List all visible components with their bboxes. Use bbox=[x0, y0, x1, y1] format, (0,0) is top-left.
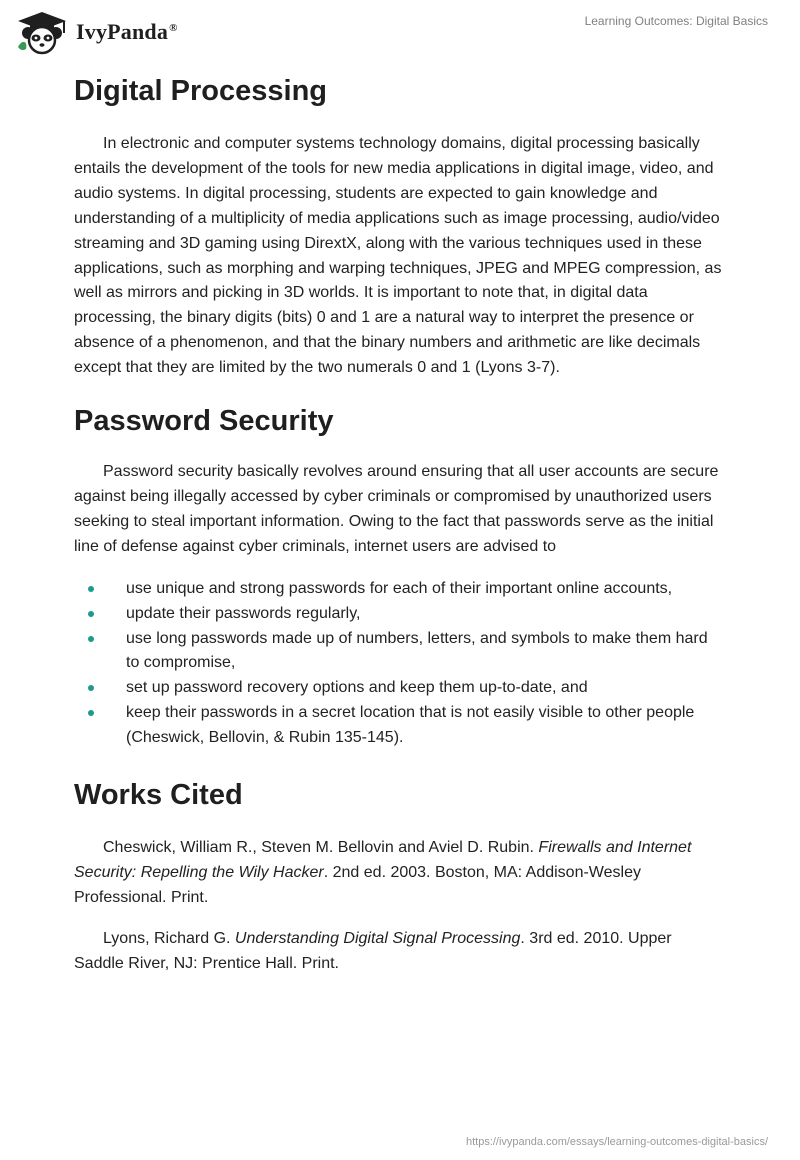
citation-cheswick: Cheswick, William R., Steven M. Bellovin and Aviel D. Rubin. Firewalls and Internet Security: Repelling the Wily Hacker. 2nd ed. 2003. Boston, MA: Addison-Wesley Professional. Print. bbox=[74, 839, 692, 906]
list-item: use unique and strong passwords for each of their important online accounts, bbox=[74, 577, 724, 602]
brand-logo[interactable] bbox=[14, 8, 178, 56]
list-item: use long passwords made up of numbers, letters, and symbols to make them hard to compromise, bbox=[74, 627, 724, 677]
list-item: keep their passwords in a secret location that is not easily visible to other people (Cheswick, Bellovin, & Rubin 135-145). bbox=[74, 701, 724, 751]
list-item: set up password recovery options and keep them up-to-date, and bbox=[74, 676, 724, 701]
paragraph-password-security: Password security basically revolves around ensuring that all user accounts are secure against being illegally accessed by cyber criminals or compromised by unauthorized users seeking to steal important information. Owing to the fact that passwords serve as the initial line of defense against cyber criminals, internet users are advised to bbox=[74, 463, 719, 555]
document-title: Learning Outcomes: Digital Basics bbox=[584, 14, 768, 28]
paragraph-digital-processing: In electronic and computer systems technology domains, digital processing basically entails the development of the tools for new media applications in digital image, video, and audio systems. In digital processing, students are expected to gain knowledge and understanding of a multiplicity of media applications such as image processing, audio/video streaming and 3D gaming using DirextX, along with the various techniques used in these applications, such as morphing and warping techniques, JPEG and MPEG compression, as well as mirrors and picking in 3D worlds. It is important to note that, in digital data processing, the binary digits (bits) 0 and 1 are a natural way to interpret the presence or absence of a phenomenon, and that the binary numbers and arithmetic are like decimals except that they are limited by the two numerals 0 and 1 (Lyons 3-7). bbox=[74, 135, 722, 377]
page-header bbox=[0, 0, 800, 60]
section-heading-works-cited: Works Cited bbox=[74, 779, 243, 812]
source-url[interactable]: https://ivypanda.com/essays/learning-outcomes-digital-basics/ bbox=[465, 1136, 768, 1148]
brand-name: IvyPanda® bbox=[76, 19, 178, 44]
panda-graduate-icon bbox=[14, 9, 70, 55]
list-item: update their passwords regularly, bbox=[74, 602, 724, 627]
essay-content bbox=[74, 70, 724, 977]
bullet-dot-icon bbox=[88, 685, 94, 691]
bullet-dot-icon bbox=[88, 636, 94, 642]
bullet-dot-icon bbox=[88, 710, 94, 716]
bullet-dot-icon bbox=[88, 586, 94, 592]
citation-lyons: Lyons, Richard G. Understanding Digital Signal Processing. 3rd ed. 2010. Upper Saddle River, NJ: Prentice Hall. Print. bbox=[74, 929, 672, 972]
section-heading-password-security: Password Security bbox=[74, 405, 334, 438]
password-advice-list bbox=[74, 577, 724, 751]
citation-title: Firewalls and Internet Security: Repelling the Wily Hacker bbox=[74, 839, 692, 881]
section-heading-digital-processing: Digital Processing bbox=[74, 75, 328, 107]
bullet-dot-icon bbox=[88, 611, 94, 617]
citation-title: Understanding Digital Signal Processing bbox=[234, 929, 521, 947]
